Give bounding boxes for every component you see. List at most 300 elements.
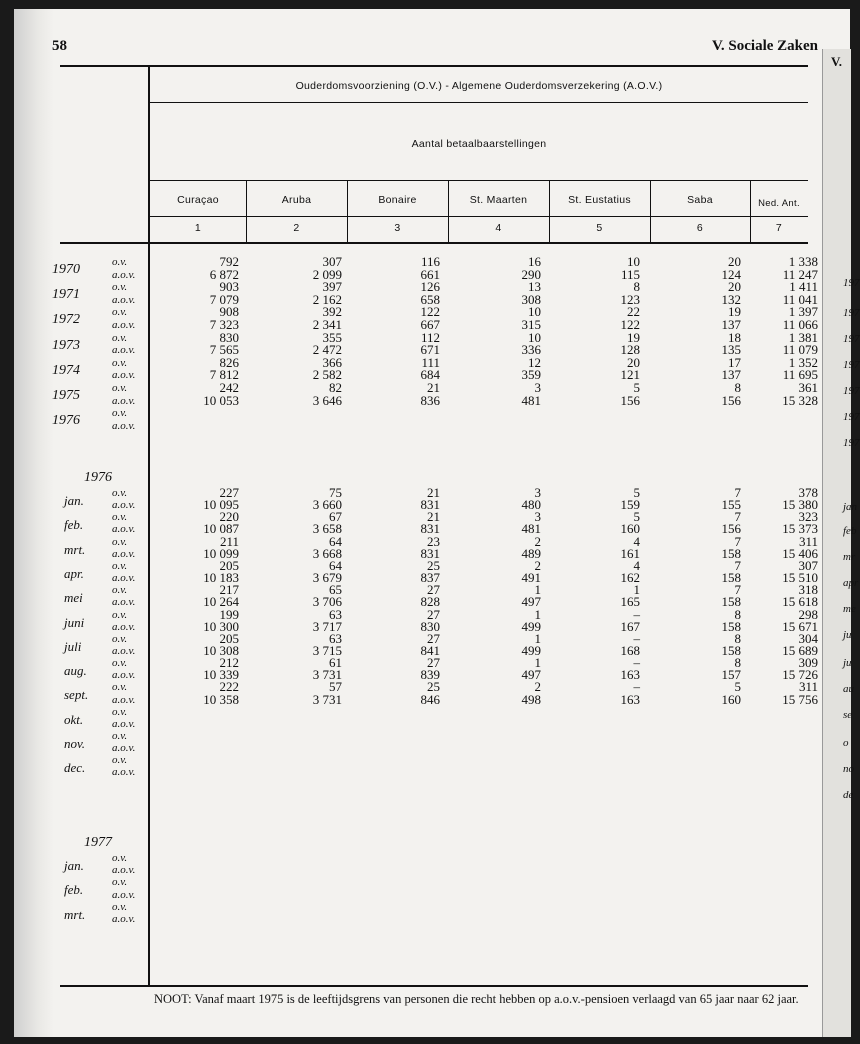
row-month-label: juli — [64, 638, 82, 654]
table-cell: 828 — [420, 594, 440, 610]
row-type-label: o.v. — [112, 281, 128, 294]
table-cell: 661 — [420, 266, 440, 282]
column-number: 5 — [596, 222, 603, 234]
table-cell: 307 — [322, 254, 342, 269]
table-cell: 4 — [633, 533, 640, 549]
table-cell: 3 658 — [312, 521, 342, 537]
row-type-label: o.v. — [112, 852, 128, 864]
row-type-label: o.v. — [112, 754, 128, 767]
table-cell: 15 380 — [782, 497, 818, 513]
table-cell: 15 689 — [782, 642, 818, 658]
table-cell: 10 358 — [203, 691, 239, 707]
table-cell: 15 406 — [782, 545, 818, 561]
row-type-label: a.o.v. — [112, 572, 136, 585]
table-cell: 3 731 — [312, 667, 342, 683]
row-month-label: jan. — [64, 493, 84, 508]
table-cell: 2 162 — [312, 291, 342, 307]
table-cell: 8 — [734, 655, 741, 671]
table-cell: 2 — [534, 533, 541, 549]
table-cell: 158 — [721, 570, 741, 586]
table-cell: 1 338 — [788, 254, 818, 269]
table-cell: 75 — [329, 485, 342, 500]
header-rule-3 — [150, 216, 808, 217]
row-type-label: o.v. — [112, 256, 128, 268]
table-sub-header: Aantal betaalbaarstellingen — [411, 138, 547, 150]
row-year-label: 1976 — [52, 413, 80, 429]
table-cell: 2 582 — [312, 367, 342, 383]
row-month-label: juni — [64, 614, 85, 630]
table-cell: 2 — [534, 679, 541, 695]
table-cell: 315 — [521, 317, 541, 332]
table-cell: 122 — [620, 317, 640, 332]
table-cell: 318 — [798, 582, 818, 598]
table-cell: – — [633, 630, 640, 646]
row-type-label: a.o.v. — [112, 394, 136, 407]
table-cell: 1 — [534, 655, 541, 671]
row-type-label: o.v. — [112, 511, 128, 524]
facing-page-row-label: se — [843, 709, 853, 721]
facing-page-row-label: au — [843, 683, 854, 695]
table-cell: 903 — [219, 279, 239, 295]
facing-page-row-label: jan — [843, 501, 858, 513]
column-header: Ned. Ant. — [758, 198, 800, 209]
row-year-label: 1973 — [52, 337, 80, 353]
row-type-label: o.v. — [112, 900, 128, 913]
facing-page-row-label: de — [843, 789, 854, 801]
header-rule-1 — [150, 102, 808, 103]
table-cell: 11 066 — [782, 317, 818, 332]
column-number: 7 — [775, 222, 783, 234]
facing-page-row-label: mr — [843, 551, 856, 563]
table-cell: 222 — [219, 679, 239, 695]
table-cell: 837 — [420, 570, 440, 586]
facing-page-row-label: me — [843, 603, 856, 615]
table-cell: 160 — [721, 691, 741, 707]
table-cell: 11 079 — [782, 342, 818, 358]
table-cell: 671 — [420, 342, 440, 358]
table-cell: 220 — [219, 509, 239, 525]
table-cell: 8 — [633, 279, 640, 295]
table-cell: 7 079 — [209, 291, 239, 307]
table-cell: 21 — [427, 509, 440, 525]
table-cell: 4 — [633, 557, 640, 573]
row-month-label: nov. — [64, 736, 86, 751]
table-cell: 5 — [633, 485, 640, 500]
table-cell: 161 — [620, 545, 640, 561]
table-cell: 392 — [322, 304, 342, 320]
table-cell: 3 646 — [312, 392, 342, 408]
table-cell: 684 — [420, 367, 440, 383]
table-cell: 63 — [329, 606, 342, 622]
row-type-label: a.o.v. — [112, 913, 136, 925]
table-cell: 841 — [420, 642, 440, 658]
table-cell: 908 — [219, 304, 239, 320]
facing-page-row-label: 197 — [843, 385, 860, 397]
table-cell: 2 472 — [312, 342, 342, 358]
row-type-label: o.v. — [112, 306, 128, 319]
row-month-label: jan. — [64, 858, 84, 873]
table-cell: 3 — [534, 380, 541, 395]
table-cell: 3 731 — [312, 691, 342, 707]
row-year-label: 1975 — [52, 388, 80, 403]
page-number: 58 — [52, 38, 67, 54]
row-year-label: 1970 — [52, 262, 80, 277]
table-cell: 163 — [620, 667, 640, 683]
row-year-label: 1974 — [52, 362, 80, 378]
table-cell: 126 — [420, 279, 440, 295]
row-month-label: mei — [64, 590, 83, 606]
table-cell: 491 — [521, 570, 541, 586]
table-cell: 826 — [219, 354, 239, 370]
table-cell: 336 — [521, 342, 541, 358]
table-cell: 157 — [721, 667, 741, 683]
book-spine-shadow — [14, 9, 54, 1037]
header-rule-2 — [150, 180, 808, 181]
row-month-label: feb. — [64, 517, 84, 533]
table-cell: 378 — [798, 485, 818, 500]
table-cell: 359 — [521, 367, 541, 383]
table-cell: 10 — [627, 254, 640, 269]
table-cell: 3 679 — [312, 570, 342, 586]
table-cell: 162 — [620, 570, 640, 586]
table-cell: 481 — [521, 521, 541, 537]
table-cell: 27 — [427, 655, 440, 671]
table-cell: 242 — [219, 380, 239, 395]
row-type-label: a.o.v. — [112, 669, 136, 682]
table-cell: 137 — [721, 367, 741, 383]
row-type-label: o.v. — [112, 681, 128, 694]
table-cell: 5 — [633, 509, 640, 525]
table-cell: 304 — [798, 630, 818, 646]
row-type-label: o.v. — [112, 487, 128, 499]
table-cell: 1 397 — [788, 304, 818, 320]
table-cell: 307 — [798, 557, 818, 573]
table-cell: 25 — [427, 679, 440, 695]
row-type-label: o.v. — [112, 705, 128, 718]
table-cell: 1 — [534, 606, 541, 622]
table-main-header: Ouderdomsvoorziening (O.V.) - Algemene Ouderdomsverzekering (A.O.V.) — [295, 80, 663, 92]
table-cell: 836 — [420, 392, 440, 408]
table-cell: 11 041 — [782, 291, 818, 307]
row-year-label: 1971 — [52, 287, 80, 303]
table-top-rule — [60, 65, 808, 67]
table-cell: 212 — [219, 655, 239, 671]
table-cell: 25 — [427, 557, 440, 573]
table-cell: 17 — [728, 354, 741, 370]
table-cell: 397 — [322, 279, 342, 295]
facing-page-row-label: 197 — [843, 411, 860, 423]
table-cell: 158 — [721, 642, 741, 658]
facing-page-row-label: apr — [843, 577, 859, 589]
table-cell: 199 — [219, 606, 239, 622]
table-cell: 15 756 — [782, 691, 818, 707]
table-cell: 497 — [521, 667, 541, 683]
table-cell: 23 — [427, 533, 440, 549]
table-cell: 12 — [528, 354, 541, 370]
row-type-label: o.v. — [112, 331, 128, 344]
table-cell: 7 — [734, 509, 741, 525]
row-month-label: mrt. — [64, 906, 86, 922]
table-cell: 205 — [219, 630, 239, 646]
table-cell: 8 — [734, 606, 741, 622]
table-cell: 155 — [721, 497, 741, 513]
table-cell: 831 — [420, 521, 440, 537]
table-cell: 3 — [534, 509, 541, 525]
table-cell: 1 — [534, 630, 541, 646]
column-number: 4 — [495, 222, 502, 234]
table-cell: 499 — [521, 642, 541, 658]
table-cell: 7 — [734, 485, 741, 500]
table-cell: 1 — [534, 582, 541, 598]
row-type-label: o.v. — [112, 730, 128, 742]
table-cell: 1 — [633, 582, 640, 598]
facing-page-row-label: 197 — [843, 333, 860, 345]
table-cell: 792 — [219, 254, 239, 269]
row-type-label: a.o.v. — [112, 766, 136, 779]
table-cell: 15 328 — [782, 392, 818, 408]
table-cell: 158 — [721, 618, 741, 634]
table-cell: 290 — [521, 266, 541, 282]
facing-page-row-label: feb — [843, 525, 857, 537]
table-cell: 132 — [721, 291, 741, 307]
row-type-label: o.v. — [112, 559, 128, 572]
table-cell: 137 — [721, 317, 741, 332]
table-cell: 116 — [420, 254, 440, 269]
table-cell: 2 — [534, 557, 541, 573]
row-type-label: o.v. — [112, 535, 128, 548]
row-type-label: o.v. — [112, 632, 128, 645]
row-month-label: aug. — [64, 663, 87, 679]
table-cell: 10 095 — [203, 497, 239, 513]
table-cell: 21 — [427, 380, 440, 395]
header-bottom-rule — [60, 242, 808, 244]
table-cell: 135 — [721, 342, 741, 358]
table-cell: 211 — [219, 533, 239, 549]
table-cell: 122 — [420, 304, 440, 320]
table-cell: 19 — [728, 304, 741, 320]
table-cell: 168 — [620, 642, 640, 658]
table-cell: 311 — [798, 533, 818, 549]
table-cell: 3 — [534, 485, 541, 500]
table-cell: 7 — [734, 557, 741, 573]
table-cell: 27 — [427, 606, 440, 622]
table-cell: 67 — [329, 509, 342, 525]
column-header: Saba — [687, 194, 713, 206]
table-cell: 16 — [528, 254, 541, 269]
table-cell: 831 — [420, 545, 440, 561]
table-cell: 8 — [734, 380, 741, 395]
table-cell: 159 — [620, 497, 640, 513]
column-header: Curaçao — [177, 194, 219, 206]
row-type-label: o.v. — [112, 356, 128, 369]
table-cell: 217 — [219, 582, 239, 598]
table-cell: 63 — [329, 630, 342, 646]
table-cell: 61 — [329, 655, 342, 671]
section-year-label: 1977 — [84, 835, 112, 850]
table-cell: – — [633, 655, 640, 671]
table-cell: 156 — [620, 392, 640, 408]
table-cell: 6 872 — [209, 266, 239, 282]
table-cell: 15 671 — [782, 618, 818, 634]
facing-page-row-label: 197 — [843, 277, 860, 289]
section-year-label: 1976 — [84, 470, 112, 485]
table-cell: 112 — [420, 329, 440, 345]
table-cell: 3 717 — [312, 618, 342, 634]
table-cell: 480 — [521, 497, 541, 513]
table-cell: 15 373 — [782, 521, 818, 537]
table-cell: 1 352 — [788, 354, 818, 370]
row-type-label: a.o.v. — [112, 717, 136, 730]
table-cell: 111 — [421, 354, 440, 370]
table-cell: 658 — [420, 291, 440, 307]
table-cell: 366 — [322, 354, 342, 370]
table-cell: 2 341 — [312, 317, 342, 332]
column-number: 3 — [394, 222, 401, 234]
table-cell: 13 — [528, 279, 541, 295]
table-cell: 489 — [521, 545, 541, 561]
row-month-label: okt. — [64, 711, 84, 727]
table-cell: 163 — [620, 691, 640, 707]
table-cell: 10 053 — [203, 392, 239, 408]
table-cell: 82 — [329, 380, 342, 395]
table-cell: 22 — [627, 304, 640, 320]
row-type-label: o.v. — [112, 657, 128, 670]
row-type-label: a.o.v. — [112, 596, 136, 609]
table-cell: 128 — [620, 342, 640, 358]
table-cell: 311 — [798, 679, 818, 695]
table-cell: 123 — [620, 291, 640, 307]
table-cell: 27 — [427, 630, 440, 646]
row-type-label: o.v. — [112, 407, 128, 420]
table-cell: 298 — [798, 606, 818, 622]
row-type-label: a.o.v. — [112, 499, 136, 512]
row-type-label: o.v. — [112, 382, 128, 394]
table-cell: 481 — [521, 392, 541, 408]
row-month-label: apr. — [64, 565, 84, 581]
row-month-label: mrt. — [64, 541, 86, 557]
table-cell: 498 — [521, 691, 541, 707]
table-cell: 2 099 — [312, 266, 342, 282]
table-cell: 158 — [721, 594, 741, 610]
table-cell: 830 — [219, 329, 239, 345]
table-cell: 115 — [620, 266, 640, 282]
table-cell: 10 099 — [203, 545, 239, 561]
row-month-label: feb. — [64, 882, 84, 898]
row-type-label: o.v. — [112, 876, 128, 889]
row-type-label: a.o.v. — [112, 369, 136, 382]
table-bottom-rule — [60, 985, 808, 987]
table-cell: 497 — [521, 594, 541, 610]
row-type-label: a.o.v. — [112, 888, 136, 901]
table-cell: 667 — [420, 317, 440, 332]
footnote: NOOT: Vanaf maart 1975 is de leeftijdsgrens van personen die recht hebben op a.o.v.-pensioen verlaagd van 65 jaar naar 62 jaar. — [154, 992, 799, 1006]
table-cell: 7 812 — [209, 367, 239, 383]
table-cell: 160 — [620, 521, 640, 537]
facing-page-row-label: ju — [843, 657, 852, 669]
table-cell: 205 — [219, 557, 239, 573]
table-cell: 8 — [734, 630, 741, 646]
row-type-label: a.o.v. — [112, 620, 136, 633]
column-number: 1 — [194, 222, 202, 234]
table-cell: 10 339 — [203, 667, 239, 683]
table-cell: 64 — [329, 557, 342, 573]
table-cell: 57 — [329, 679, 342, 695]
table-cell: 18 — [728, 329, 741, 345]
table-cell: 21 — [427, 485, 440, 500]
table-cell: 10 308 — [203, 642, 239, 658]
row-type-label: a.o.v. — [112, 693, 136, 706]
column-header: St. Maarten — [469, 194, 528, 206]
row-type-label: a.o.v. — [112, 319, 136, 331]
table-cell: 323 — [798, 509, 818, 525]
table-cell: 7 565 — [209, 342, 239, 358]
table-cell: 7 — [734, 582, 741, 598]
row-type-label: a.o.v. — [112, 864, 136, 877]
table-cell: 11 247 — [782, 266, 818, 282]
table-cell: 10 — [528, 304, 541, 320]
table-cell: 124 — [721, 266, 741, 282]
table-cell: 10 264 — [203, 594, 239, 610]
table-cell: 10 300 — [203, 618, 239, 634]
table-cell: 20 — [627, 354, 640, 370]
row-type-label: a.o.v. — [112, 344, 136, 357]
table-cell: 167 — [620, 618, 640, 634]
table-cell: 65 — [329, 582, 342, 598]
table-cell: 308 — [521, 291, 541, 307]
column-header: Bonaire — [378, 194, 417, 206]
table-cell: 3 660 — [312, 497, 342, 513]
page-header: V. Sociale Zaken — [712, 38, 818, 54]
table-cell: 20 — [728, 254, 741, 269]
row-type-label: a.o.v. — [112, 742, 136, 755]
row-type-label: o.v. — [112, 584, 128, 597]
table-cell: 7 — [734, 533, 741, 549]
facing-page-row-label: no — [843, 763, 854, 775]
column-number: 6 — [696, 222, 704, 234]
row-type-label: a.o.v. — [112, 268, 136, 281]
facing-page-row-label: 197 — [843, 307, 860, 319]
table-cell: 499 — [521, 618, 541, 634]
table-cell: 15 726 — [782, 667, 818, 683]
table-cell: 15 618 — [782, 594, 818, 610]
table-cell: 27 — [427, 582, 440, 598]
row-type-label: a.o.v. — [112, 523, 136, 536]
facing-page-row-label: o — [843, 737, 849, 749]
table-cell: 361 — [798, 380, 818, 395]
table-cell: 5 — [734, 679, 741, 695]
row-type-label: a.o.v. — [112, 644, 136, 657]
table-cell: 10 183 — [203, 570, 239, 586]
table-cell: 227 — [219, 485, 239, 500]
table-cell: 3 715 — [312, 642, 342, 658]
row-month-label: dec. — [64, 760, 86, 776]
column-header: Aruba — [281, 194, 312, 206]
table-cell: 11 695 — [782, 367, 818, 383]
table-cell: – — [633, 606, 640, 622]
table-cell: 156 — [721, 521, 741, 537]
table-cell: 830 — [420, 618, 440, 634]
table-cell: 10 087 — [203, 521, 239, 537]
facing-page-row-label: 197 — [843, 437, 860, 449]
row-type-label: a.o.v. — [112, 293, 136, 306]
row-type-label: a.o.v. — [112, 547, 136, 560]
column-header: St. Eustatius — [568, 194, 631, 206]
table-cell: 121 — [620, 367, 640, 383]
table-cell: 3 706 — [312, 594, 342, 610]
table-cell: 1 411 — [789, 279, 818, 295]
table-cell: 20 — [728, 279, 741, 295]
table-cell: 839 — [420, 667, 440, 683]
